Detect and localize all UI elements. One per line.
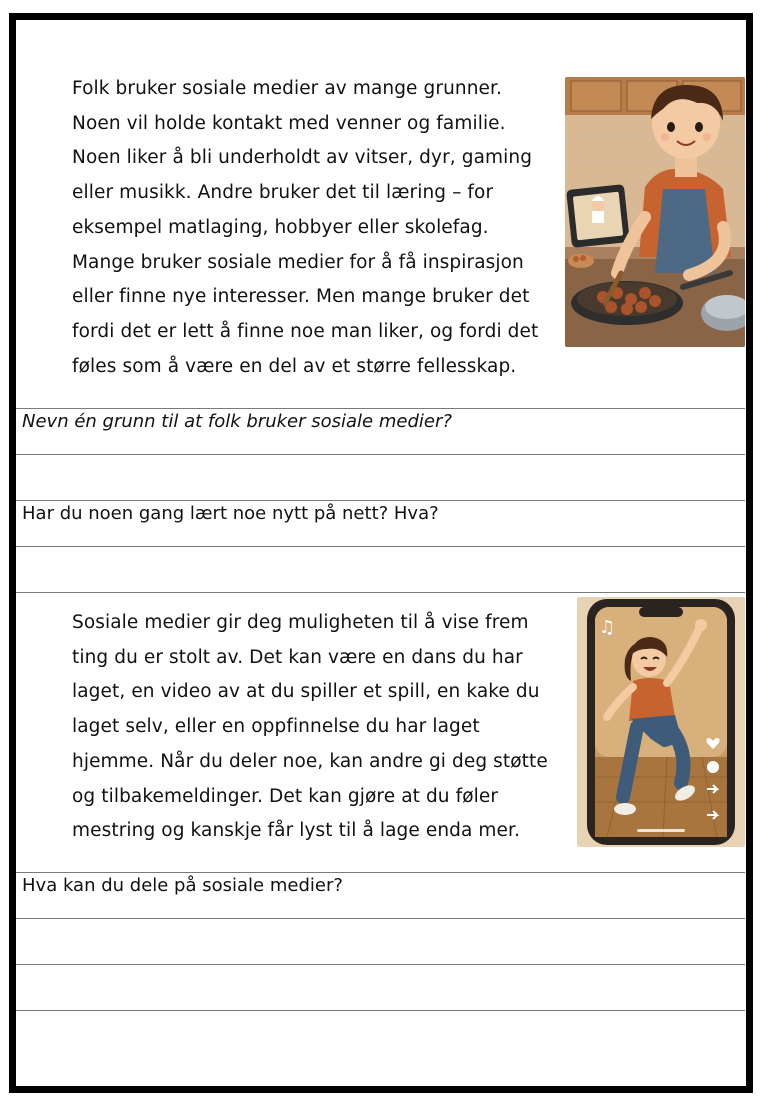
boy-cooking-illustration bbox=[565, 77, 745, 347]
paragraph-line: eller finne nye interesser. Men mange bruker det bbox=[72, 286, 530, 308]
paragraph-line: eksempel matlaging, hobbyer eller skolefag. bbox=[72, 216, 489, 238]
paragraph-line: Mange bruker sosiale medier for å få inspirasjon bbox=[72, 251, 524, 273]
question-3: Hva kan du dele på sosiale medier? bbox=[22, 875, 343, 896]
paragraph-line: og tilbakemeldinger. Det kan gjøre at du føler bbox=[72, 785, 499, 807]
paragraph-line: eller musikk. Andre bruker det til læring – for bbox=[72, 182, 494, 204]
paragraph-line: Folk bruker sosiale medier av mange grunner. bbox=[72, 78, 503, 99]
paragraph-line: fordi det er lett å finne noe man liker, og fordi det bbox=[72, 320, 539, 342]
paragraph-line: Noen vil holde kontakt med venner og familie. bbox=[72, 112, 506, 134]
answer-line[interactable] bbox=[16, 918, 745, 919]
question-2: Har du noen gang lært noe nytt på nett? Hva? bbox=[22, 503, 439, 524]
paragraph-line: mestring og kanskje får lyst til å lage enda mer. bbox=[72, 820, 521, 842]
paragraph-line: ting du er stolt av. Det kan være en dans du har bbox=[72, 646, 523, 668]
question-1: Nevn én grunn til at folk bruker sosiale medier? bbox=[22, 411, 452, 432]
answer-line[interactable] bbox=[16, 546, 745, 547]
paragraph-line: laget, en video av at du spiller et spill, en kake du bbox=[72, 681, 540, 703]
intro-paragraph bbox=[72, 72, 538, 384]
paragraph-line: Sosiale medier gir deg muligheten til å vise frem bbox=[72, 612, 529, 633]
answer-line[interactable] bbox=[16, 964, 745, 965]
divider-line bbox=[16, 872, 745, 873]
paragraph-line: føles som å være en del av et større fellesskap. bbox=[72, 355, 517, 377]
girl-dancing-phone-illustration bbox=[577, 597, 745, 847]
divider-line bbox=[16, 500, 745, 501]
paragraph-line: hjemme. Når du deler noe, kan andre gi deg støtte bbox=[72, 750, 548, 772]
paragraph-line: laget selv, eller en oppfinnelse du har laget bbox=[72, 716, 480, 738]
paragraph-line: Noen liker å bli underholdt av vitser, dyr, gaming bbox=[72, 147, 533, 169]
sharing-paragraph bbox=[72, 606, 548, 849]
svg-text:♫: ♫ bbox=[599, 617, 616, 638]
divider-line bbox=[16, 592, 745, 593]
divider-line bbox=[16, 408, 745, 409]
answer-line[interactable] bbox=[16, 1010, 745, 1011]
answer-line[interactable] bbox=[16, 454, 745, 455]
